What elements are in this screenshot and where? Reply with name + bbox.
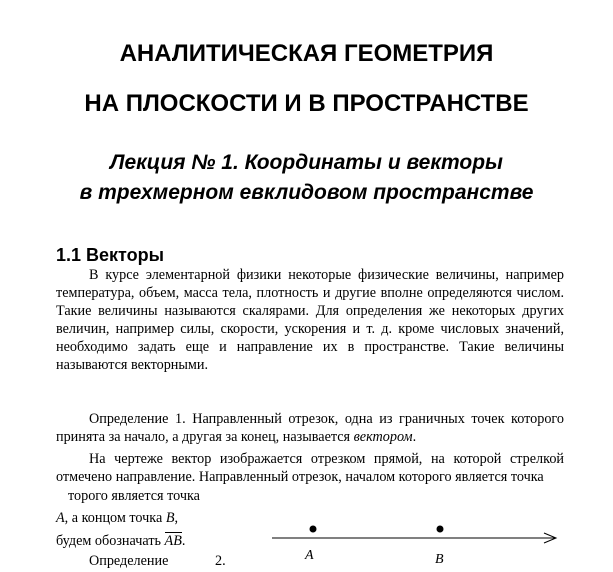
text-dot: . <box>181 533 186 549</box>
text-denote: будем обозначать <box>56 533 161 549</box>
drawing-text: На чертеже вектор изображается отрезком прямой, на которой стрелкой отмечено направление. Направленный отрезок, началом которого является точка <box>56 451 564 486</box>
point-a-marker <box>310 526 317 533</box>
text-line-start-end <box>56 509 178 527</box>
point-a-label: A <box>305 548 314 563</box>
definition-1-end: . <box>412 429 417 446</box>
text-line-notation <box>56 532 185 550</box>
term-vector: вектором <box>353 429 413 446</box>
text-end-point: , а концом точка <box>64 510 163 526</box>
definition-2-label: Определение <box>89 553 169 569</box>
point-b-label: B <box>435 552 444 567</box>
main-title-line-1: АНАЛИТИЧЕСКАЯ ГЕОМЕТРИЯ <box>119 40 494 67</box>
lecture-title-line-1: Лекция № 1. Координаты и векторы <box>110 151 503 174</box>
definition-2-number: 2. <box>215 553 226 569</box>
vector-diagram <box>270 515 570 572</box>
math-vector-ab: AB <box>164 533 182 549</box>
point-b-marker <box>437 526 444 533</box>
paragraph-definition-1 <box>56 410 564 446</box>
paragraph-drawing <box>56 450 564 486</box>
math-a: A <box>56 510 65 526</box>
text-comma: , <box>174 510 179 526</box>
math-b: B <box>165 510 175 526</box>
section-heading: 1.1 Векторы <box>56 245 164 265</box>
main-title-line-2: НА ПЛОСКОСТИ И В ПРОСТРАНСТВЕ <box>84 90 529 117</box>
lecture-title-line-2: в трехмерном евклидовом пространстве <box>79 181 534 204</box>
paragraph-scalars: В курсе элементарной физики некоторые физические величины, например температура, объем, масса тела, плотность и другие вполне определяются числом. Такие величины называются скалярами. Для определения же некоторых других величин, например силы, скорости, ускорения и т. д. кроме числовых значений, необходимо задать еще и направление их в пространстве. Такие величины называются векторными. <box>56 267 564 374</box>
definition-1-text: Определение 1. Направленный отрезок, одна из граничных точек которого принята за начало, а другая за конец, называется <box>56 411 564 446</box>
text-line-point: торого является точка <box>68 488 200 504</box>
